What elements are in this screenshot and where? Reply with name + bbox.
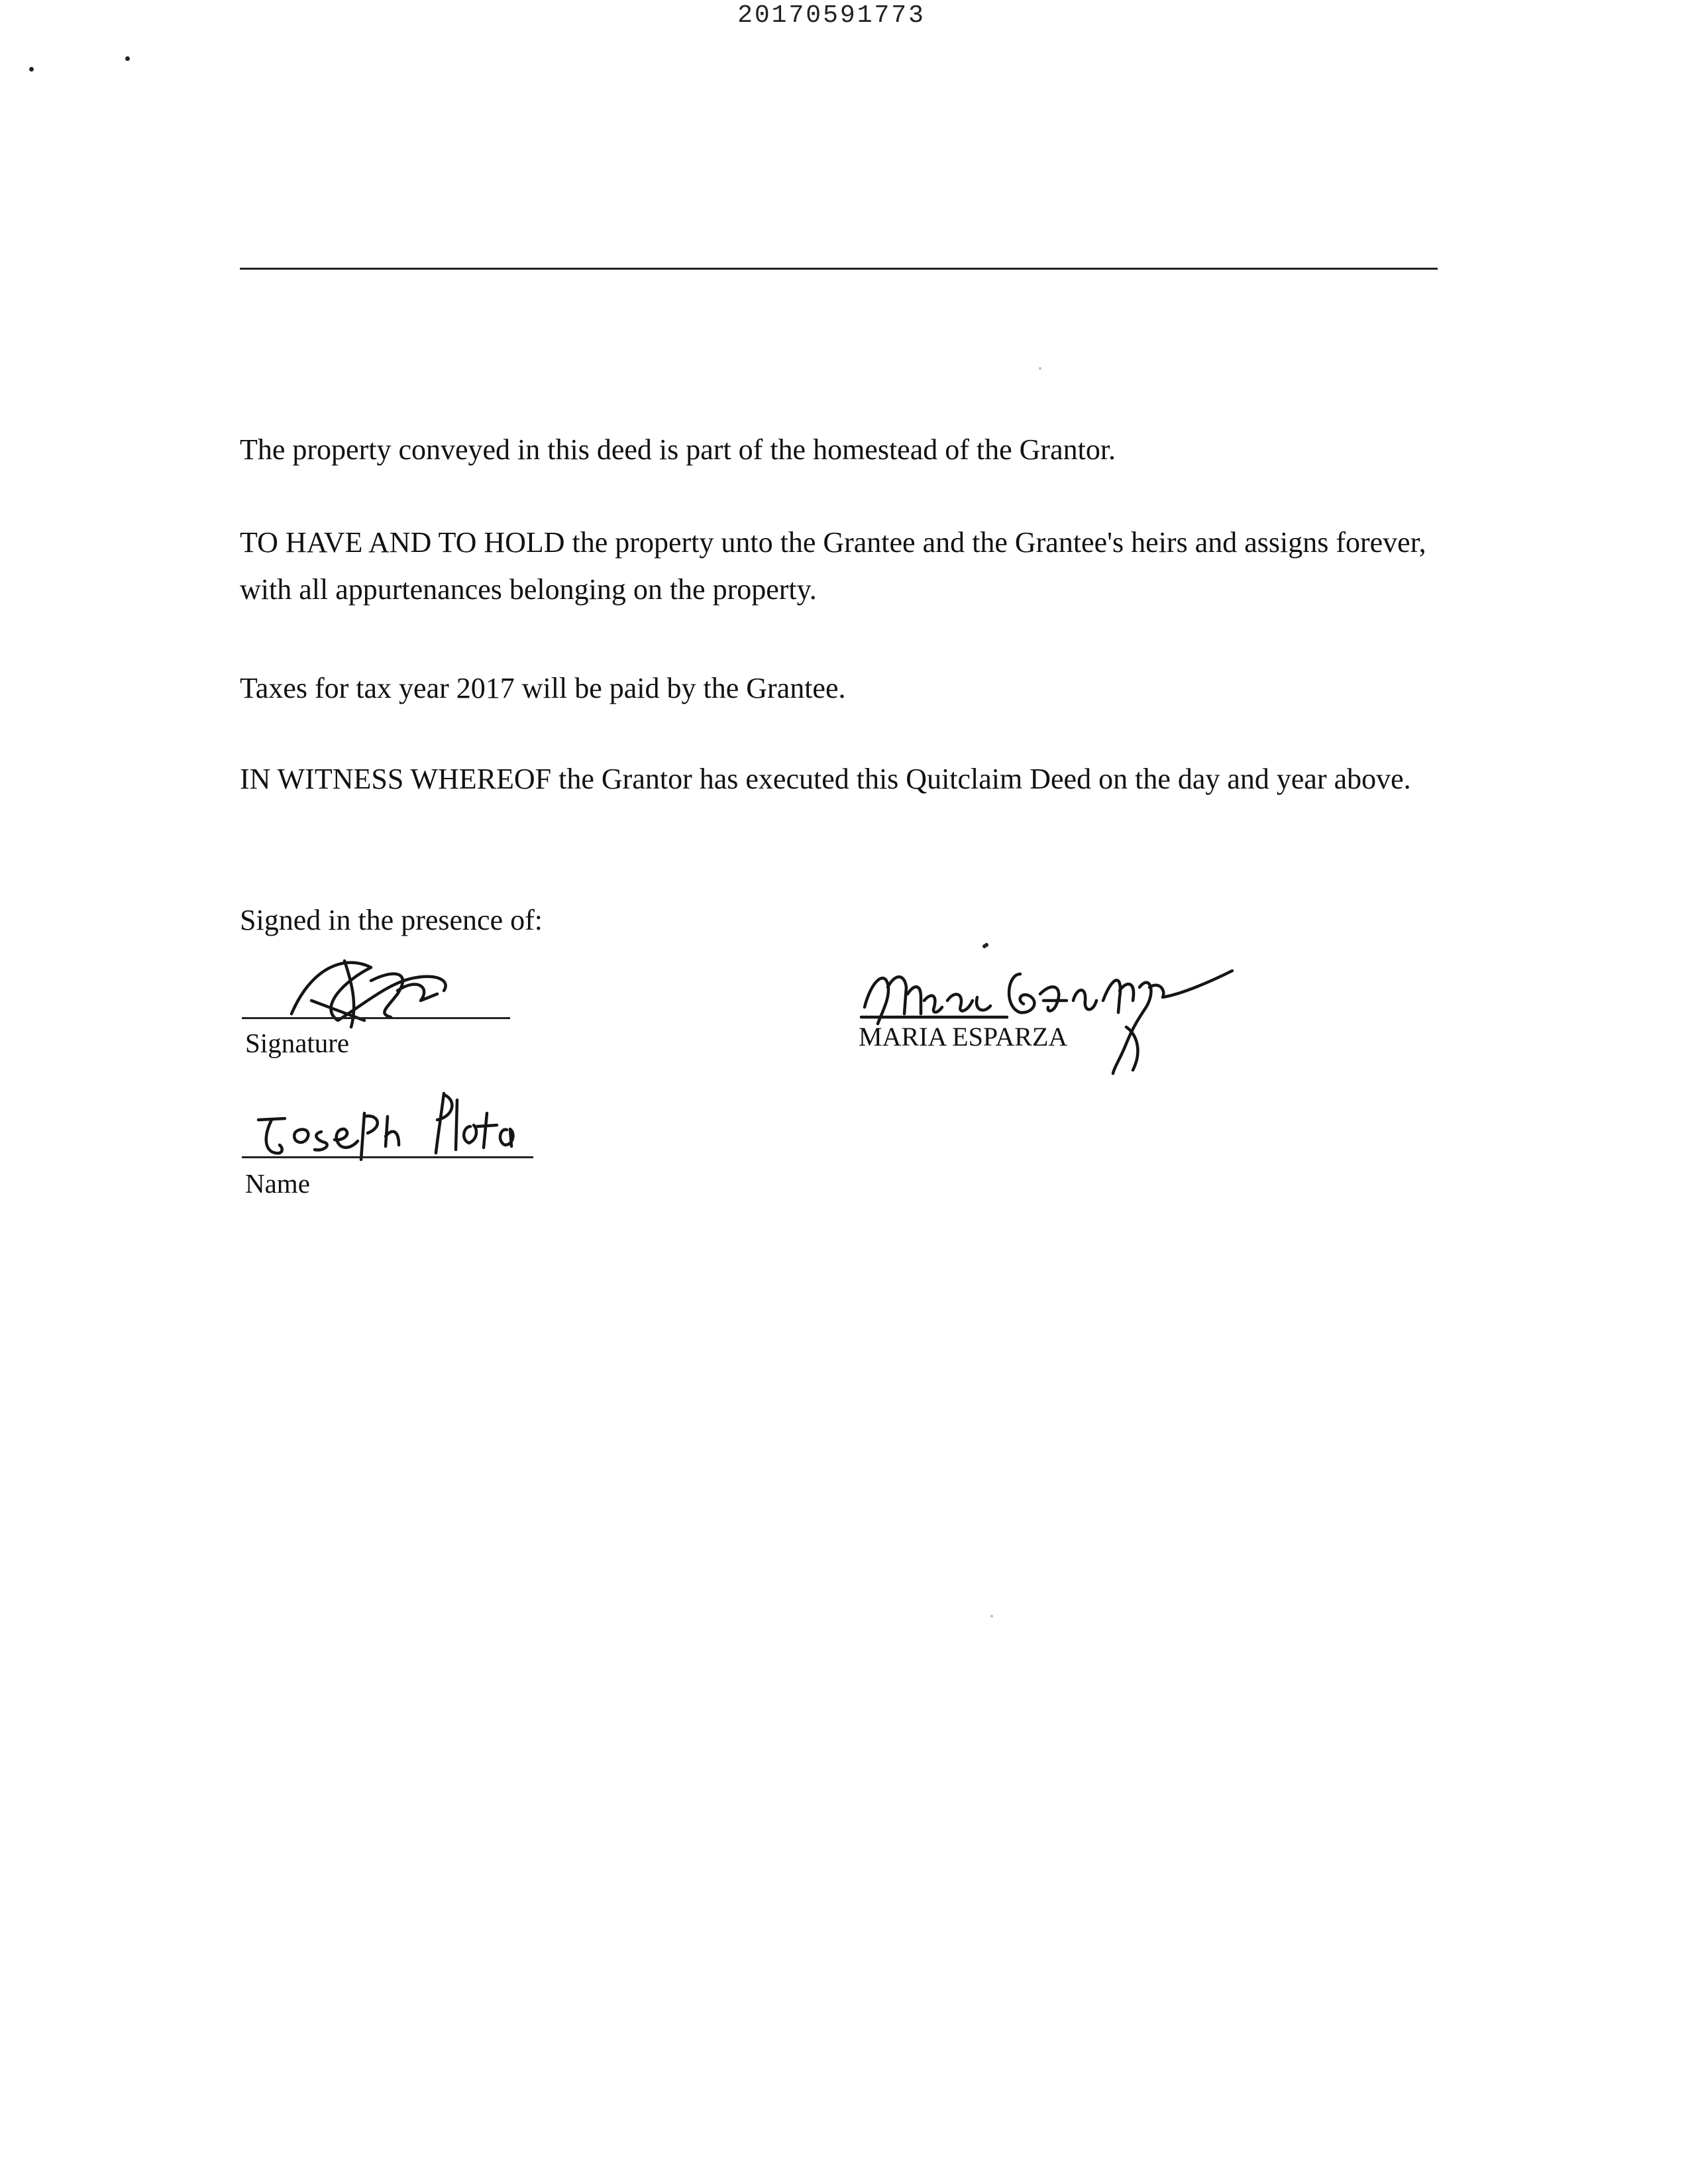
grantor-signature (855, 934, 1239, 1087)
scan-speck (29, 67, 34, 72)
witness-handwritten-name (245, 1087, 550, 1173)
witness-signature (265, 941, 464, 1034)
homestead-paragraph: The property conveyed in this deed is part of the homestead of the Grantor. (240, 433, 1116, 466)
name-label: Name (245, 1168, 310, 1199)
witness-name-line (242, 1156, 533, 1158)
document-number: 20170591773 (737, 1, 926, 30)
habendum-paragraph: TO HAVE AND TO HOLD the property unto the Grantee and the Grantee's heirs and assigns forever, with all appurtenances belonging on the property. (240, 526, 1426, 606)
signature-label: Signature (245, 1028, 350, 1058)
scan-speck (990, 1615, 993, 1617)
taxes-paragraph: Taxes for tax year 2017 will be paid by the Grantee. (240, 672, 846, 704)
scan-speck (1039, 367, 1041, 370)
grantor-printed-name: MARIA ESPARZA (859, 1022, 1068, 1052)
witness-signature-line (242, 1017, 510, 1019)
header-rule (240, 268, 1438, 270)
signed-presence-line: Signed in the presence of: (240, 904, 543, 936)
ink-dot (982, 944, 986, 948)
scan-speck (125, 56, 130, 61)
witness-paragraph: IN WITNESS WHEREOF the Grantor has executed this Quitclaim Deed on the day and year above. (240, 763, 1411, 795)
